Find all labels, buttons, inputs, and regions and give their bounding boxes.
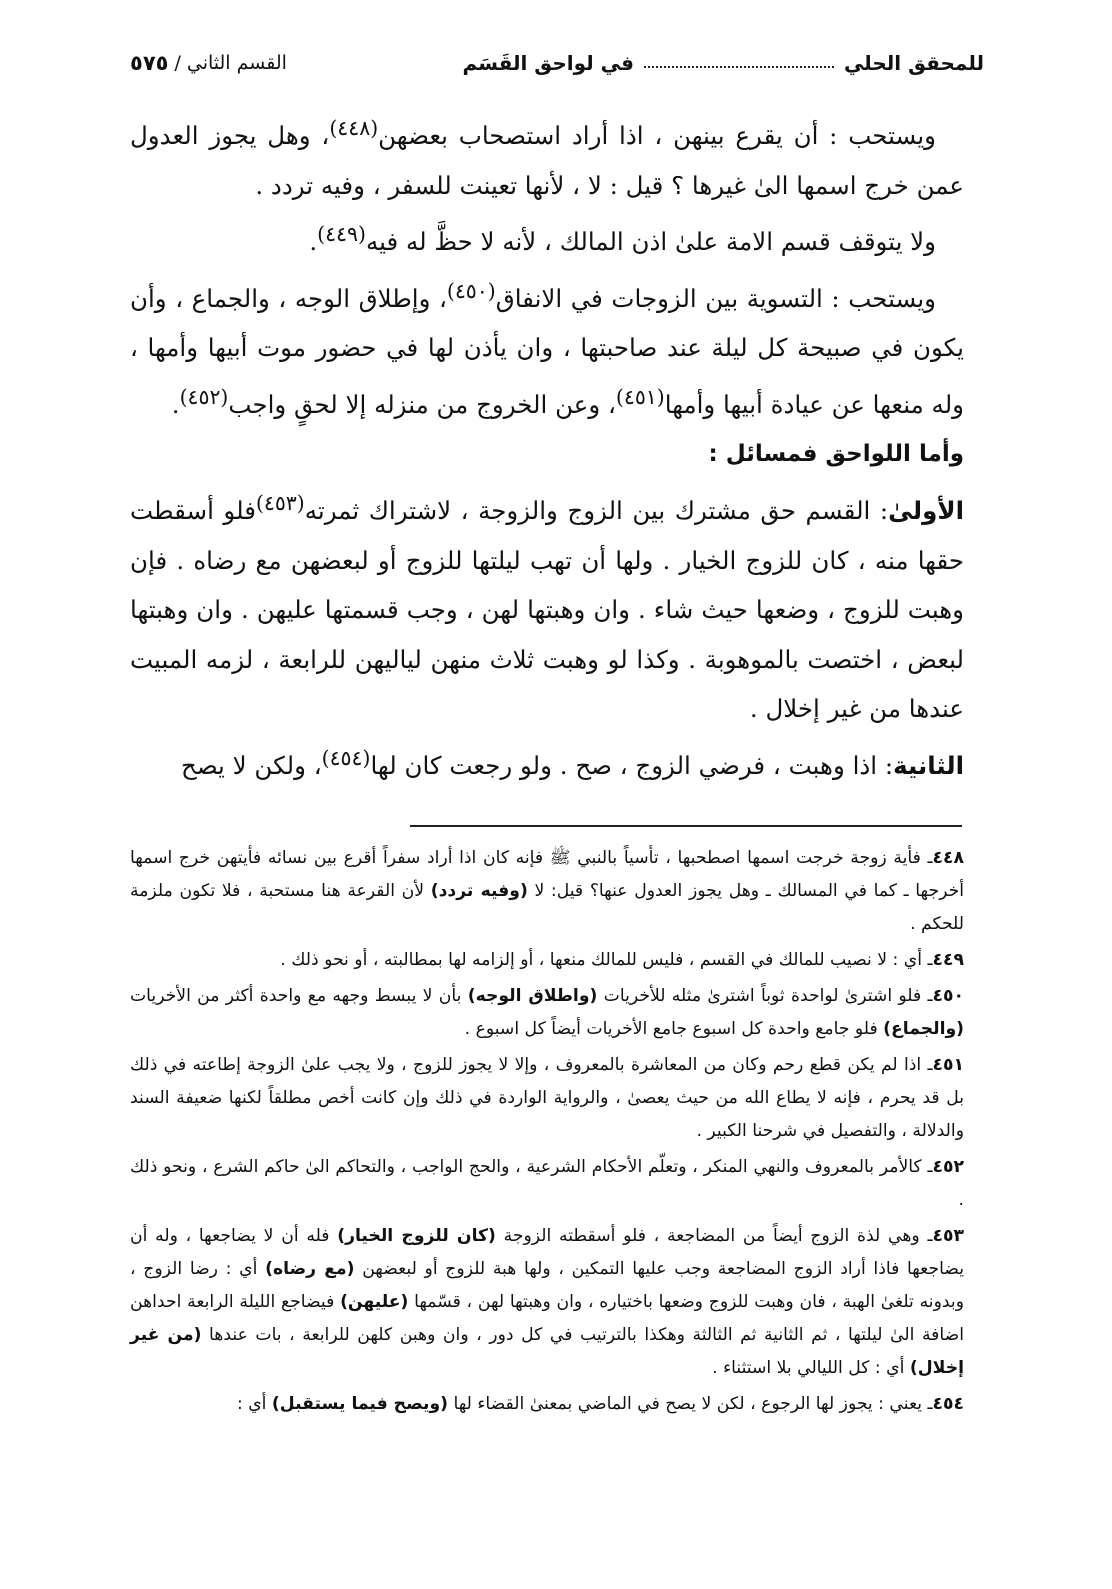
footnote-ref: (٤٤٩) — [317, 222, 366, 247]
footnote — [130, 944, 964, 977]
footnote — [130, 842, 964, 941]
footnote-quote: (والجماع) — [883, 1019, 964, 1039]
footnote-number: ٤٥٣ — [932, 1226, 964, 1246]
footnote-ref: (٤٥٠) — [446, 278, 496, 303]
footnote-text: ـ أي : لا نصيب للمالك في القسم ، فليس للمالك منعها ، أو إلزامه لها بمطالبته ، أو نحو ذلك . — [280, 950, 933, 970]
footnote — [130, 980, 964, 1046]
footnote-text: أي : — [236, 1394, 272, 1414]
footnote — [130, 1220, 964, 1385]
footnote — [130, 1151, 964, 1217]
paragraph-text: ، ولكن لا يصح — [181, 750, 322, 780]
paragraph-lottery — [130, 104, 964, 210]
header-dot-leader — [644, 66, 834, 68]
footnote-quote: (كان للزوج الخيار) — [337, 1226, 496, 1246]
paragraph-text: ويستحب : أن يقرع بينهن ، اذا أراد استصحاب بعضهن — [378, 121, 936, 151]
footnote-number: ٤٤٨ — [932, 848, 964, 868]
paragraph-equality — [130, 267, 964, 430]
footnote-text: ـ كالأمر بالمعروف والنهي المنكر ، وتعلّم الأحكام الشرعية ، والحج الواجب ، والتحاكم الىٰ حاكم الشرع ، ونحو ذلك . — [130, 1157, 964, 1210]
paragraph-text: فلو أسقطت حقها منه ، كان للزوج الخيار . ولها أن تهب ليلتها للزوج أو لبعضهن مع رضاه . فإن وهبت للزوج ، وضعها حيث شاء . وان وهبتها لهن ، وجب قسمتها عليهن . وان وهبتها لبعض ، اختصت بالموهوبة . وكذا لو وهبت ثلاث منهن لياليهن للرابعة ، لزمه المبيت عندها من غير إخلال . — [130, 496, 964, 724]
paragraph-text: ويستحب : التسوية بين الزوجات في الانفاق — [495, 283, 936, 313]
footnote-quote: (ويصح فيما يستقبل) — [271, 1394, 448, 1414]
footnote-text: ـ يعني : يجوز لها الرجوع ، لكن لا يصح في الماضي بمعنىٰ القضاء لها — [448, 1394, 933, 1414]
header-chapter-title: في لواحق القَسَم — [462, 51, 634, 75]
paragraph-text: ، وهل يجوز العدول عمن خرج اسمها الىٰ غيرها ؟ قيل : لا ، لأنها تعينت للسفر ، وفيه تردد . — [130, 121, 964, 200]
footnote-text: أي : رضا الزوج ، وبدونه تلغىٰ الهبة ، فان وهبت للزوج وضعها باختياره ، وان وهبتها لهن ، قسّمها — [130, 1259, 964, 1312]
footnote-text: فيضاجع الليلة الرابعة احداهن اضافة الىٰ ليلتها ، ثم الثانية ثم الثالثة وهكذا بالترتيب في كل دور ، وان وهبن كلهن للرابعة ، بات عندها — [130, 1292, 964, 1345]
footnote-quote: (عليهن) — [340, 1292, 409, 1312]
footnote-number: ٤٥٢ — [932, 1157, 964, 1177]
header-left — [130, 51, 287, 75]
footnote-text: ـ وهي لذة الزوج أيضاً من المضاجعة ، فلو أسقطته الزوجة — [495, 1226, 933, 1246]
footnote-text: ـ اذا لم يكن قطع رحم وكان من المعاشرة بالمعروف ، وإلا لا يجوز للزوج ، ولا يجب علىٰ الزوجة إطاعته في ذلك بل قد يحرم ، فإنه لا يطاع الله من حيث يعصىٰ ، والرواية الواردة في ذلك وإن كانت أخص مطلقاً لكنها ضعيفة السند والدلالة ، والتفصيل في شرحنا الكبير . — [130, 1055, 964, 1141]
footnote-text: أي : كل الليالي بلا استثناء . — [712, 1358, 910, 1378]
issue-first — [130, 479, 964, 734]
paragraph-text: : القسم حق مشترك بين الزوج والزوجة ، لاشتراك ثمرته — [304, 496, 889, 526]
footnote-ref: (٤٥٤) — [321, 745, 371, 770]
paragraph-text: ، وعن الخروج من منزله إلا لحقٍ واجب — [228, 390, 616, 420]
running-header — [130, 46, 984, 80]
footnote — [130, 1049, 964, 1148]
footnote-text: فله أن لا يضاجعها ، وله أن يضاجعها فاذا أراد الزوج المضاجعة وجب عليها التمكين ، ولها هبة للزوج أو لبعضهن — [130, 1226, 964, 1279]
header-section: القسم الثاني — [186, 52, 287, 74]
issue-term: الثانية — [893, 750, 964, 780]
footnote-text: ـ فأية زوجة خرجت اسمها اصطحبها ، تأسياً بالنبي ﷺ فإنه كان اذا أراد سفراً أقرع بين نسائه فأيتهن خرج اسمها أخرجها ـ كما في المسالك ـ وهل يجوز العدول عنها؟ قيل: لا — [130, 848, 964, 901]
section-heading: وأما اللواحق فمسائل : — [708, 440, 964, 467]
footnote-number: ٤٥١ — [932, 1055, 964, 1075]
footnote-ref: (٤٥٢) — [179, 384, 229, 409]
paragraph-text: . — [309, 227, 318, 257]
header-right — [463, 51, 984, 75]
paragraph-text: . — [171, 390, 180, 420]
footnote-quote: (من غير إخلال) — [130, 1325, 964, 1378]
footnote-number: ٤٤٩ — [932, 950, 964, 970]
paragraph-slave-division — [130, 210, 964, 267]
main-text — [130, 104, 964, 790]
footnote-ref: (٤٤٨) — [329, 116, 379, 140]
footnotes-section — [130, 842, 964, 1424]
page-number: ٥٧٥ — [130, 51, 169, 75]
paragraph-text: : اذا وهبت ، فرضي الزوج ، صح . ولو رجعت كان لها — [370, 750, 894, 780]
footnote-number: ٤٥٠ — [932, 986, 965, 1006]
footnote-quote: (وفيه تردد) — [430, 881, 528, 901]
footnote-text: ـ فلو اشترىٰ لواحدة ثوباً اشترىٰ مثله للأخريات — [597, 986, 933, 1006]
footnote-text: فلو جامع واحدة كل اسبوع جامع الأخريات أيضاً كل اسبوع . — [464, 1019, 884, 1039]
issue-term: الأولىٰ — [888, 496, 964, 526]
footnote-number: ٤٥٤ — [932, 1394, 964, 1414]
footnote-ref: (٤٥٣) — [255, 491, 305, 516]
footnote-ref: (٤٥١) — [615, 384, 665, 409]
footnote — [130, 1388, 964, 1421]
footnote-text: بأن لا يبسط وجهه مع واحدة أكثر من الأخريات — [130, 986, 468, 1006]
paragraph-text: ولا يتوقف قسم الامة علىٰ اذن المالك ، لأنه لا حظَّ له فيه — [365, 227, 936, 257]
footnote-quote: (واطلاق الوجه) — [467, 986, 598, 1006]
footnote-divider — [410, 825, 962, 827]
issue-second — [130, 734, 964, 791]
footnote-text: لأن القرعة هنا مستحبة ، فلا تكون ملزمة للحكم . — [130, 881, 964, 934]
paragraph-text: ، وإطلاق الوجه ، والجماع ، وأن يكون في صبيحة كل ليلة عند صاحبتها ، وان يأذن لها في حضور موت أبيها وأمها ، وله منعها عن عيادة أبيها وأمها — [130, 283, 964, 420]
header-author: للمحقق الحلي — [843, 51, 984, 75]
header-separator: / — [174, 52, 181, 74]
footnote-quote: (مع رضاه) — [265, 1259, 355, 1279]
